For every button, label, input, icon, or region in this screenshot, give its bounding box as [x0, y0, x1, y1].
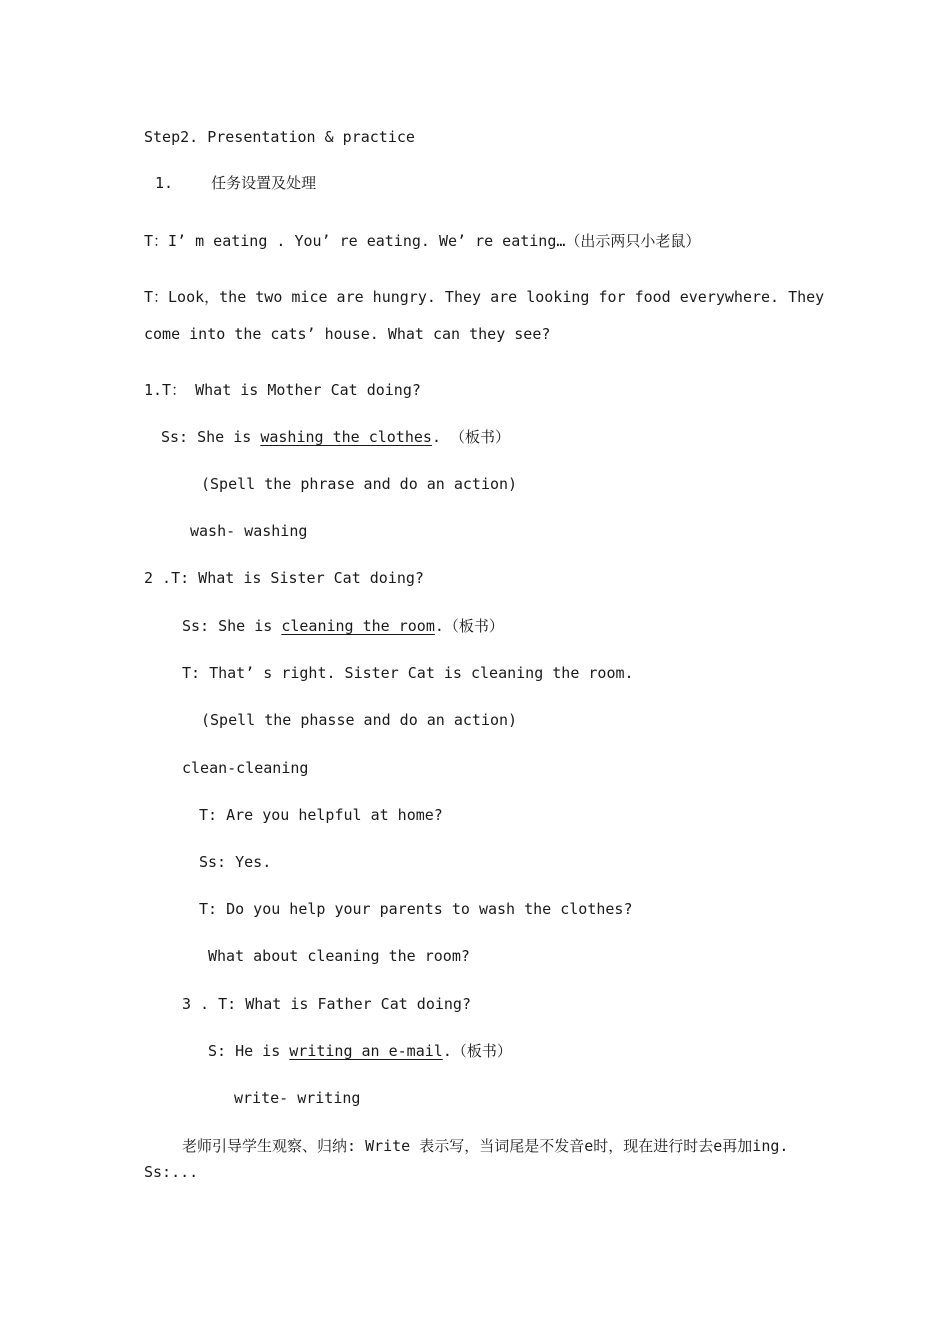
- q3-word: write- writing: [234, 1089, 361, 1107]
- q3-answer-suffix: .（板书）: [442, 1042, 512, 1060]
- subheading-text: 任务设置及处理: [211, 174, 317, 192]
- q2-answer-prefix: Ss: She is: [182, 617, 282, 635]
- q2-answer-suffix: .（板书）: [434, 617, 504, 635]
- summary-paragraph: 老师引导学生观察、归纳: Write 表示写，当词尾是不发音e时，现在进行时去e再加ing. Ss:...: [144, 1137, 789, 1181]
- q2-note: (Spell the phasse and do an action): [201, 711, 518, 729]
- q1-answer-phrase: washing the clothes: [260, 428, 432, 446]
- q1-note: (Spell the phrase and do an action): [201, 475, 518, 493]
- q2-question: 2 .T: What is Sister Cat doing?: [144, 569, 424, 587]
- subheading: [155, 173, 316, 193]
- q3-question: 3 . T: What is Father Cat doing?: [182, 995, 471, 1013]
- q3-answer-phrase: writing an e-mail: [289, 1042, 443, 1060]
- subheading-number: 1.: [155, 174, 174, 192]
- q1-answer-suffix: . （板书）: [431, 428, 510, 446]
- q2-answer: [182, 616, 504, 636]
- intro-line-2a: T：Look，the two mice are hungry. They are looking for food everywhere. They: [144, 288, 825, 306]
- q1-answer: [161, 427, 510, 447]
- q2-word: clean-cleaning: [182, 759, 309, 777]
- intro-line-1: T：I’ m eating . You’ re eating. We’ re eating…（出示两只小老鼠）: [144, 232, 701, 250]
- q2-t-parents: T: Do you help your parents to wash the clothes?: [199, 900, 633, 918]
- q2-t-about: What about cleaning the room?: [208, 947, 470, 965]
- intro-line-2b: come into the cats’ house. What can they see?: [144, 325, 551, 343]
- q2-t-helpful: T: Are you helpful at home?: [199, 806, 443, 824]
- q1-word: wash- washing: [190, 522, 308, 540]
- q3-answer: [208, 1041, 512, 1061]
- q2-confirm: T: That’ s right. Sister Cat is cleaning the room.: [182, 664, 634, 682]
- step-heading: Step2. Presentation & practice: [144, 128, 415, 146]
- q1-answer-prefix: Ss: She is: [161, 428, 261, 446]
- q2-answer-phrase: cleaning the room: [281, 617, 435, 635]
- q2-ss-yes: Ss: Yes.: [199, 853, 272, 871]
- q3-answer-prefix: S: He is: [208, 1042, 290, 1060]
- q1-question: 1.T： What is Mother Cat doing?: [144, 381, 421, 399]
